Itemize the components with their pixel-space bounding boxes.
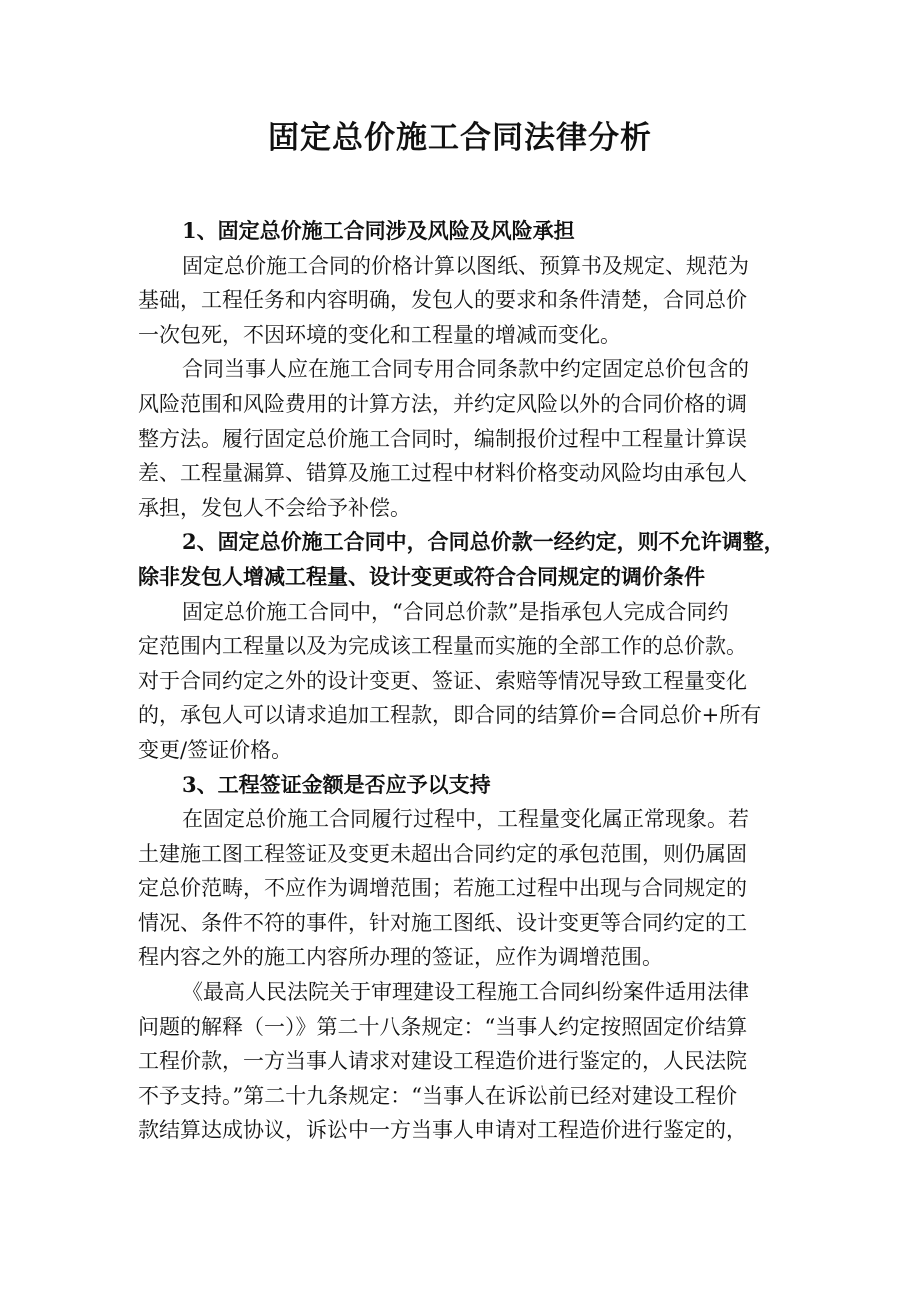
section-heading-line: 除非发包人增减工程量、设计变更或符合合同规定的调价条件 <box>138 563 705 589</box>
paragraph-line: 情况、条件不符的事件，针对施工图纸、设计变更等合同约定的工 <box>138 910 747 935</box>
paragraph-line: 变更/签证价格。 <box>138 737 293 762</box>
paragraph-line: 不予支持。”第二十九条规定：“当事人在诉讼前已经对建设工程价 <box>138 1083 737 1108</box>
paragraph-line: 一次包死，不因环境的变化和工程量的增减而变化。 <box>138 322 621 347</box>
paragraph-line: 对于合同约定之外的设计变更、签证、索赔等情况导致工程量变化 <box>138 668 747 693</box>
paragraph-line: 整方法。履行固定总价施工合同时，编制报价过程中工程量计算误 <box>138 426 747 451</box>
paragraph-line: 工程价款，一方当事人请求对建设工程造价进行鉴定的，人民法院 <box>138 1049 747 1074</box>
paragraph-line: 风险范围和风险费用的计算方法，并约定风险以外的合同价格的调 <box>138 391 747 416</box>
section-heading-line: 3、工程签证金额是否应予以支持 <box>182 771 491 797</box>
document-body <box>138 214 798 1148</box>
paragraph-line: 固定总价施工合同的价格计算以图纸、预算书及规定、规范为 <box>182 253 749 278</box>
paragraph-line: 定总价范畴，不应作为调增范围；若施工过程中出现与合同规定的 <box>138 876 747 901</box>
paragraph-line: 承担，发包人不会给予补偿。 <box>138 495 411 520</box>
paragraph-line: 基础，工程任务和内容明确，发包人的要求和条件清楚，合同总价 <box>138 288 747 313</box>
paragraph-line: 合同当事人应在施工合同专用合同条款中约定固定总价包含的 <box>182 357 749 382</box>
paragraph-line: 程内容之外的施工内容所办理的签证，应作为调增范围。 <box>138 945 663 970</box>
paragraph-line: 固定总价施工合同中，“合同总价款”是指承包人完成合同约 <box>182 599 729 624</box>
paragraph-line: 定范围内工程量以及为完成该工程量而实施的全部工作的总价款。 <box>138 634 747 659</box>
section-heading-line: 1、固定总价施工合同涉及风险及风险承担 <box>182 218 575 243</box>
section-heading-line: 2、固定总价施工合同中，合同总价款一经约定，则不允许调整， <box>182 529 785 555</box>
document-title: 固定总价施工合同法律分析 <box>268 120 652 156</box>
paragraph-line: 问题的解释（一）》第二十八条规定：“当事人约定按照固定价结算 <box>138 1014 748 1039</box>
paragraph-line: 《最高人民法院关于审理建设工程施工合同纠纷案件适用法律 <box>182 980 749 1005</box>
paragraph-line: 差、工程量漏算、错算及施工过程中材料价格变动风险均由承包人 <box>138 461 747 486</box>
paragraph-line: 土建施工图工程签证及变更未超出合同约定的承包范围，则仍属固 <box>138 841 747 866</box>
paragraph-line: 在固定总价施工合同履行过程中，工程量变化属正常现象。若 <box>182 807 749 832</box>
paragraph-line: 款结算达成协议，诉讼中一方当事人申请对工程造价进行鉴定的， <box>138 1118 747 1143</box>
paragraph-line: 的，承包人可以请求追加工程款，即合同的结算价=合同总价+所有 <box>138 703 762 728</box>
